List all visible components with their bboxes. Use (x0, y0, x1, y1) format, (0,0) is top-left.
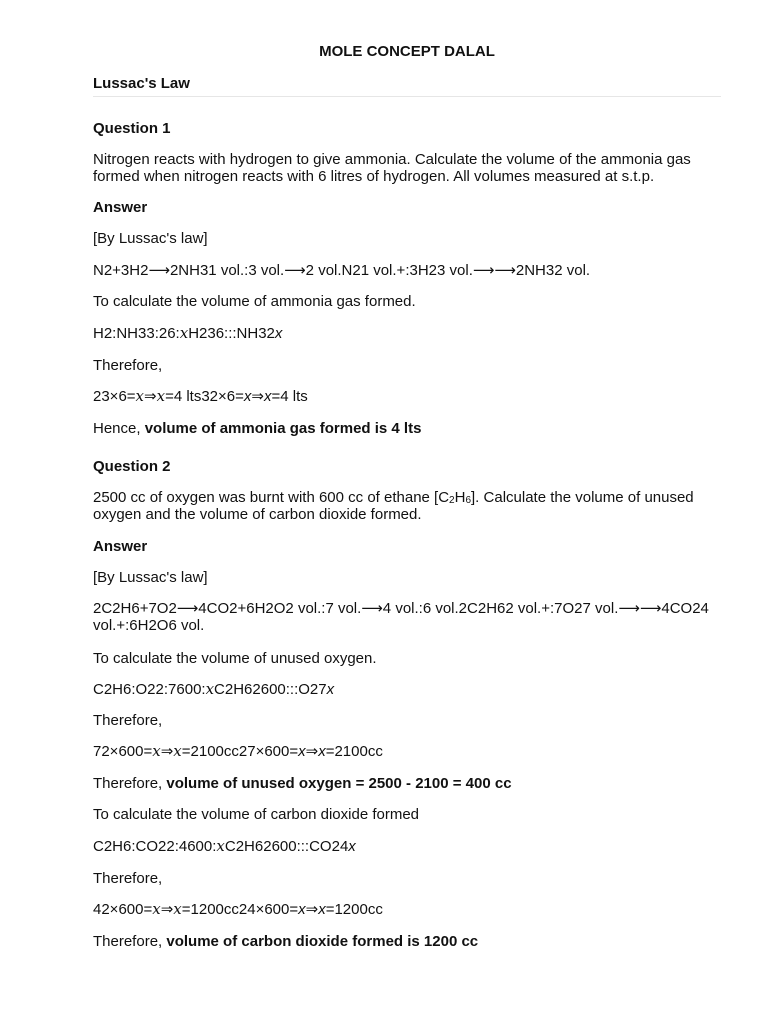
calc-text: =4 lts32×6= (165, 388, 244, 405)
question-1-equation: N2+3H2⟶2NH31 vol.:3 vol.⟶2 vol.N21 vol.+:3H23 vol.⟶⟶2NH32 vol. (93, 262, 591, 279)
variable-x: x (179, 324, 189, 342)
question-2-ratio-co2 (93, 838, 718, 855)
result-emphasis: volume of carbon dioxide formed is 1200 cc (166, 933, 479, 950)
variable-x: x (173, 900, 182, 918)
result-prefix: Therefore, (93, 775, 167, 792)
ratio-text: C2H62600:::CO24 (224, 838, 349, 855)
implies-symbol: ⇒ (144, 388, 157, 405)
result-prefix: Hence, (93, 420, 145, 437)
question-2-answer-label: Answer (93, 538, 148, 555)
question-1-calculation (93, 388, 718, 405)
question-2-calculation-co2 (93, 901, 718, 918)
variable-x: x (263, 388, 272, 405)
question-2-therefore-1: Therefore, (93, 712, 163, 729)
variable-x: x (318, 901, 326, 918)
question-2-ratio-oxygen (93, 681, 718, 698)
question-2-unused-intro: To calculate the volume of unused oxygen. (93, 650, 377, 667)
implies-symbol: ⇒ (305, 743, 319, 760)
question-text: ]. Calculate the volume of unused oxygen and the volume of carbon dioxide formed. (93, 489, 694, 523)
calc-text: =2100cc (325, 743, 383, 760)
calc-text: =1200cc (325, 901, 383, 918)
section-divider (93, 96, 721, 97)
question-1-ratio (93, 325, 718, 342)
question-2-text (93, 489, 718, 523)
calc-text: 72×600= (93, 743, 153, 760)
implies-symbol: ⇒ (305, 901, 319, 918)
question-text: H (454, 489, 466, 506)
implies-symbol: ⇒ (160, 901, 174, 918)
subscript: 2 (449, 495, 455, 506)
question-1-law: [By Lussac's law] (93, 230, 208, 247)
calc-text: =1200cc24×600= (181, 901, 299, 918)
variable-x: x (205, 680, 215, 698)
ratio-text: C2H6:CO22:4600: (93, 838, 217, 855)
ratio-text: C2H6:O22:7600: (93, 681, 206, 698)
variable-x: x (274, 325, 283, 342)
section-heading: Lussac's Law (93, 75, 190, 92)
question-2-result-oxygen (93, 775, 718, 792)
variable-x: x (152, 900, 161, 918)
variable-x: x (135, 387, 145, 405)
variable-x: x (298, 901, 306, 918)
result-emphasis: volume of unused oxygen = 2500 - 2100 = 400 cc (166, 775, 512, 792)
question-1-heading: Question 1 (93, 120, 171, 137)
question-text: 2500 cc of oxygen was burnt with 600 cc of ethane [C (93, 489, 450, 506)
question-1-therefore: Therefore, (93, 357, 163, 374)
ratio-text: H236:::NH32 (188, 325, 275, 342)
document-title: MOLE CONCEPT DALAL (319, 43, 495, 60)
question-2-law: [By Lussac's law] (93, 569, 208, 586)
variable-x: x (298, 743, 306, 760)
implies-symbol: ⇒ (251, 388, 264, 405)
variable-x: x (326, 681, 335, 698)
question-2-calculation-oxygen (93, 743, 718, 760)
variable-x: x (243, 388, 252, 405)
variable-x: x (348, 838, 356, 855)
result-prefix: Therefore, (93, 933, 167, 950)
question-1-answer-label: Answer (93, 199, 148, 216)
result-emphasis: volume of ammonia gas formed is 4 lts (144, 420, 422, 437)
subscript: 6 (465, 495, 472, 506)
variable-x: x (216, 837, 225, 855)
calc-text: =4 lts (271, 388, 308, 405)
question-2-co2-intro: To calculate the volume of carbon dioxide formed (93, 806, 420, 823)
question-1-calc-intro: To calculate the volume of ammonia gas formed. (93, 293, 416, 310)
question-2-heading: Question 2 (93, 458, 171, 475)
question-2-equation: 2C2H6+7O2⟶4CO2+6H2O2 vol.:7 vol.⟶4 vol.:6 vol.2C2H62 vol.+:7O27 vol.⟶⟶4CO24 vol.+:6H2O6 vol. (93, 600, 709, 634)
calc-text: 23×6= (93, 388, 136, 405)
variable-x: x (156, 387, 166, 405)
question-2-therefore-2: Therefore, (93, 870, 163, 887)
question-1-result (93, 420, 718, 437)
calc-text: =2100cc27×600= (181, 743, 299, 760)
variable-x: x (318, 743, 326, 760)
ratio-text: C2H62600:::O27 (214, 681, 327, 698)
variable-x: x (152, 742, 161, 760)
calc-text: 42×600= (93, 901, 153, 918)
question-2-result-co2 (93, 933, 718, 950)
variable-x: x (173, 742, 182, 760)
question-1-text: Nitrogen reacts with hydrogen to give ammonia. Calculate the volume of the ammonia gas formed when nitrogen reacts with 6 litres of hydrogen. All volumes measured at s.t.p. (93, 151, 691, 185)
implies-symbol: ⇒ (160, 743, 174, 760)
ratio-text: H2:NH33:26: (93, 325, 180, 342)
